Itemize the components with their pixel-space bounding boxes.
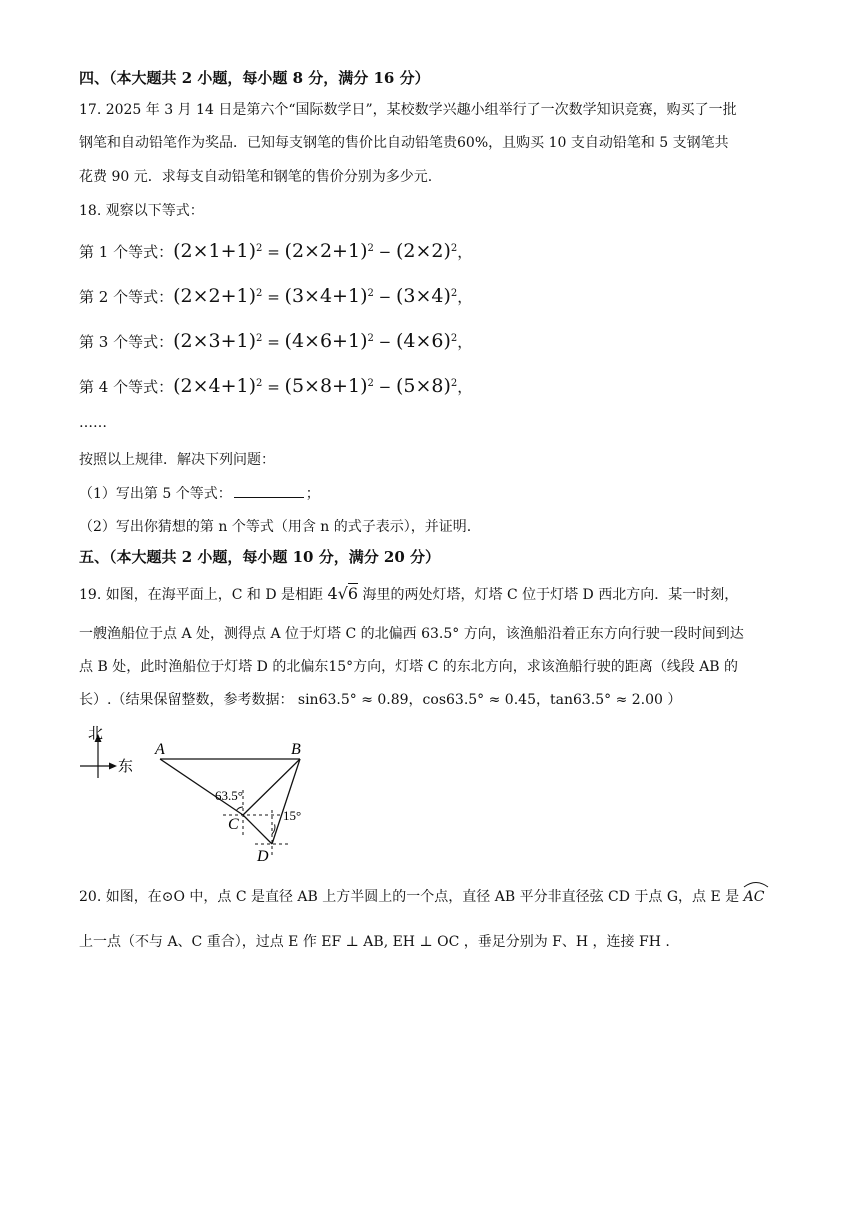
q19-line-3: 点 B 处，此时渔船位于灯塔 D 的北偏东15°方向，灯塔 C 的东北方向，求该渔船行驶的距离（线段 AB 的 [79,659,739,675]
point-C-label: C [228,816,239,833]
equation-label: 第 3 个等式： [79,333,174,351]
q19-line-2: 一艘渔船位于点 A 处，测得点 A 位于灯塔 C 的北偏西 63.5° 方向，该渔船沿着正东方向行驶一段时间到达 [79,626,744,642]
q18-equation-3: 第 3 个等式：$(2\times 3+1)^2 = (4\times 6+1)^2 - (4\times 6)^2$， [79,330,473,352]
q17-line-2: 钢笔和自动铅笔作为奖品．已知每支钢笔的售价比自动铅笔贵60%，且购买 10 支自动铅笔和 5 支钢笔共 [79,135,729,151]
q18-ellipsis: …… [79,415,107,431]
q19-line-1: 19. 如图，在海平面上，C 和 D 是相距 4√6 海里的两处灯塔，灯塔 C 位于灯塔 D 西北方向．某一时刻， [79,584,739,603]
angle-arc-63 [236,807,243,811]
point-A-label: A [155,741,165,758]
east-label: 东 [118,759,134,775]
equation-label: 第 2 个等式： [79,288,174,306]
equation-label: 第 4 个等式： [79,378,174,396]
answer-blank [234,485,304,498]
q20-line-2: 上一点（不与 A、C 重合），过点 E 作 EF ⊥ AB, EH ⊥ OC ，垂足分别为 F、H ，连接 FH . [79,934,670,950]
segment-DB [272,759,300,844]
segment-AC [160,759,243,815]
point-B-label: B [291,741,301,758]
q17-line-3: 花费 90 元．求每支自动铅笔和钢笔的售价分别为多少元. [79,169,433,185]
q18-rule: 按照以上规律．解决下列问题： [79,452,275,468]
q18-equation-4: 第 4 个等式：$(2\times 4+1)^2 = (5\times 8+1)^2 - (5\times 8)^2$， [79,375,473,397]
q18-equation-1: 第 1 个等式：$(2\times 1+1)^2 = (2\times 2+1)^2 - (2\times 2)^2$， [79,240,473,262]
arc-notation: AC [744,886,765,908]
north-label: 北 [88,726,104,742]
section-5-heading: 五、（本大题共 2 小题，每小题 10 分，满分 20 分） [79,548,441,566]
angle-63-label: 63.5° [215,788,243,803]
section-4-heading: 四、（本大题共 2 小题，每小题 8 分，满分 16 分） [79,69,430,87]
angle-15-label: 15° [283,808,302,823]
radical-expression: 4√6 [327,584,359,603]
east-arrow-icon [109,763,117,770]
arc-icon [743,880,769,888]
q19-figure [75,720,335,865]
q18-part-1: （1）写出第 5 个等式： ； [79,486,320,502]
segment-CD [243,815,272,844]
point-D-label: D [257,848,269,865]
q17-line-1: 17. 2025 年 3 月 14 日是第六个“国际数学日”，某校数学兴趣小组举行了一次数学知识竞赛，购买了一批 [79,102,737,118]
q18-intro: 18. 观察以下等式： [79,203,204,219]
q18-part-2: （2）写出你猜想的第 n 个等式（用含 n 的式子表示），并证明. [79,519,472,535]
q19-line-4: 长）.（结果保留整数，参考数据： sin63.5° ≈ 0.89，cos63.5° ≈ 0.45，tan63.5° ≈ 2.00 ） [79,692,682,708]
equation-label: 第 1 个等式： [79,243,174,261]
q18-equation-2: 第 2 个等式：$(2\times 2+1)^2 = (3\times 4+1)^2 - (3\times 4)^2$， [79,285,473,307]
q20-line-1: 20. 如图，在⊙O 中，点 C 是直径 AB 上方半圆上的一个点，直径 AB 平分非直径弦 CD 于点 G，点 E 是 AC [79,886,764,908]
